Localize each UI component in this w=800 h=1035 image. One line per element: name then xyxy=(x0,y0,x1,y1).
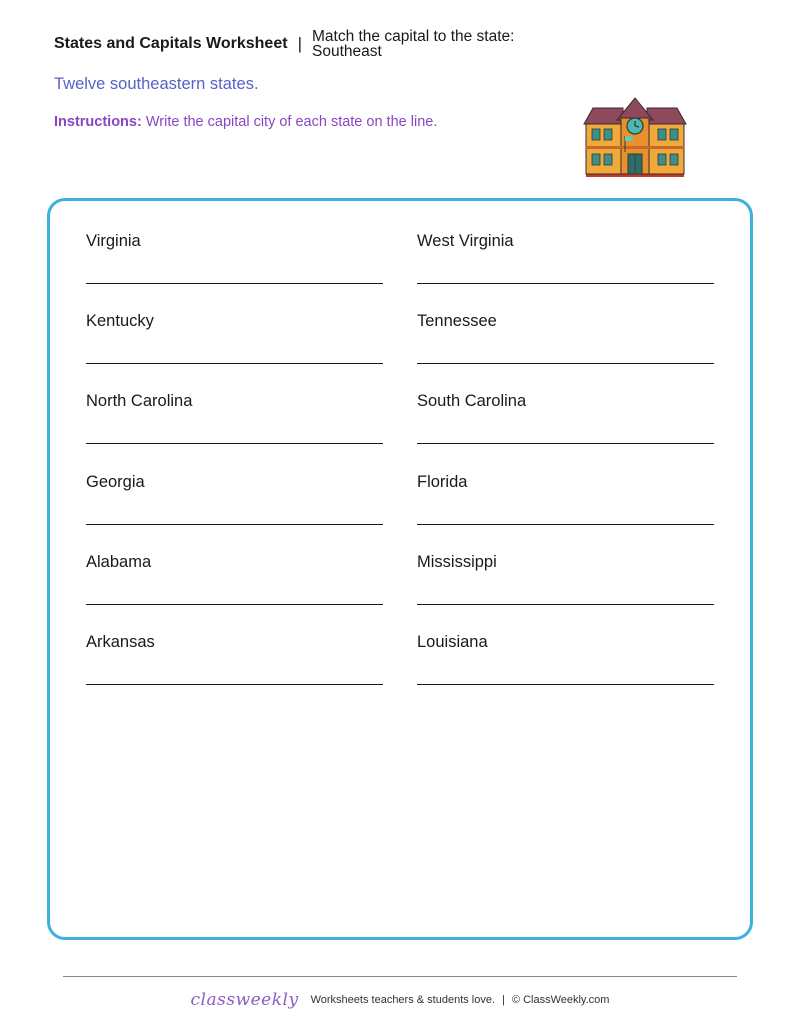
state-name: South Carolina xyxy=(417,392,527,410)
state-name: Louisiana xyxy=(417,633,488,651)
capital-answer-line[interactable] xyxy=(86,283,383,284)
capital-answer-line[interactable] xyxy=(86,524,383,525)
classweekly-logo: classweekly xyxy=(190,990,299,1010)
capital-answer-line[interactable] xyxy=(86,604,383,605)
capital-answer-line[interactable] xyxy=(86,684,383,685)
instructions-label: Instructions: xyxy=(54,114,142,130)
state-name: West Virginia xyxy=(417,232,514,250)
header-subtitle xyxy=(312,28,514,59)
header-subtitle-line2: Southeast xyxy=(311,43,382,60)
state-name: Virginia xyxy=(86,232,141,250)
state-item xyxy=(417,392,714,452)
state-name: Arkansas xyxy=(86,633,155,651)
header-subtitle-line1: Match the capital to the state: xyxy=(311,28,515,45)
footer-tagline: Worksheets teachers & students love. xyxy=(310,994,496,1006)
capital-answer-line[interactable] xyxy=(417,524,714,525)
state-item xyxy=(417,473,714,533)
state-item xyxy=(86,553,383,613)
state-item xyxy=(86,633,383,693)
worksheet-title: States and Capitals Worksheet xyxy=(54,35,288,52)
capital-answer-line[interactable] xyxy=(417,604,714,605)
state-name: Florida xyxy=(417,473,468,491)
footer-copyright: © ClassWeekly.com xyxy=(511,994,610,1006)
answer-box xyxy=(47,198,753,940)
capital-answer-line[interactable] xyxy=(86,363,383,364)
state-item xyxy=(417,232,714,292)
state-name: Tennessee xyxy=(417,312,497,330)
school-building-icon xyxy=(583,96,687,178)
state-item xyxy=(86,392,383,452)
capital-answer-line[interactable] xyxy=(417,443,714,444)
capital-answer-line[interactable] xyxy=(417,363,714,364)
header xyxy=(54,28,514,60)
footer-separator: | xyxy=(502,994,505,1006)
state-item xyxy=(417,633,714,693)
state-item xyxy=(86,232,383,292)
state-item xyxy=(417,553,714,613)
state-name: Alabama xyxy=(86,553,152,571)
instructions xyxy=(54,114,437,130)
header-separator: | xyxy=(297,34,302,53)
state-item xyxy=(417,312,714,372)
instructions-text: Write the capital city of each state on the line. xyxy=(145,114,438,130)
capital-answer-line[interactable] xyxy=(417,684,714,685)
footer xyxy=(0,990,800,1010)
capital-answer-line[interactable] xyxy=(417,283,714,284)
worksheet-subtitle: Twelve southeastern states. xyxy=(54,75,259,93)
footer-divider xyxy=(63,976,737,977)
state-item xyxy=(86,473,383,533)
state-name: Mississippi xyxy=(417,553,497,571)
state-name: Kentucky xyxy=(86,312,154,330)
state-item xyxy=(86,312,383,372)
state-name: Georgia xyxy=(86,473,145,491)
capital-answer-line[interactable] xyxy=(86,443,383,444)
state-name: North Carolina xyxy=(86,392,193,410)
